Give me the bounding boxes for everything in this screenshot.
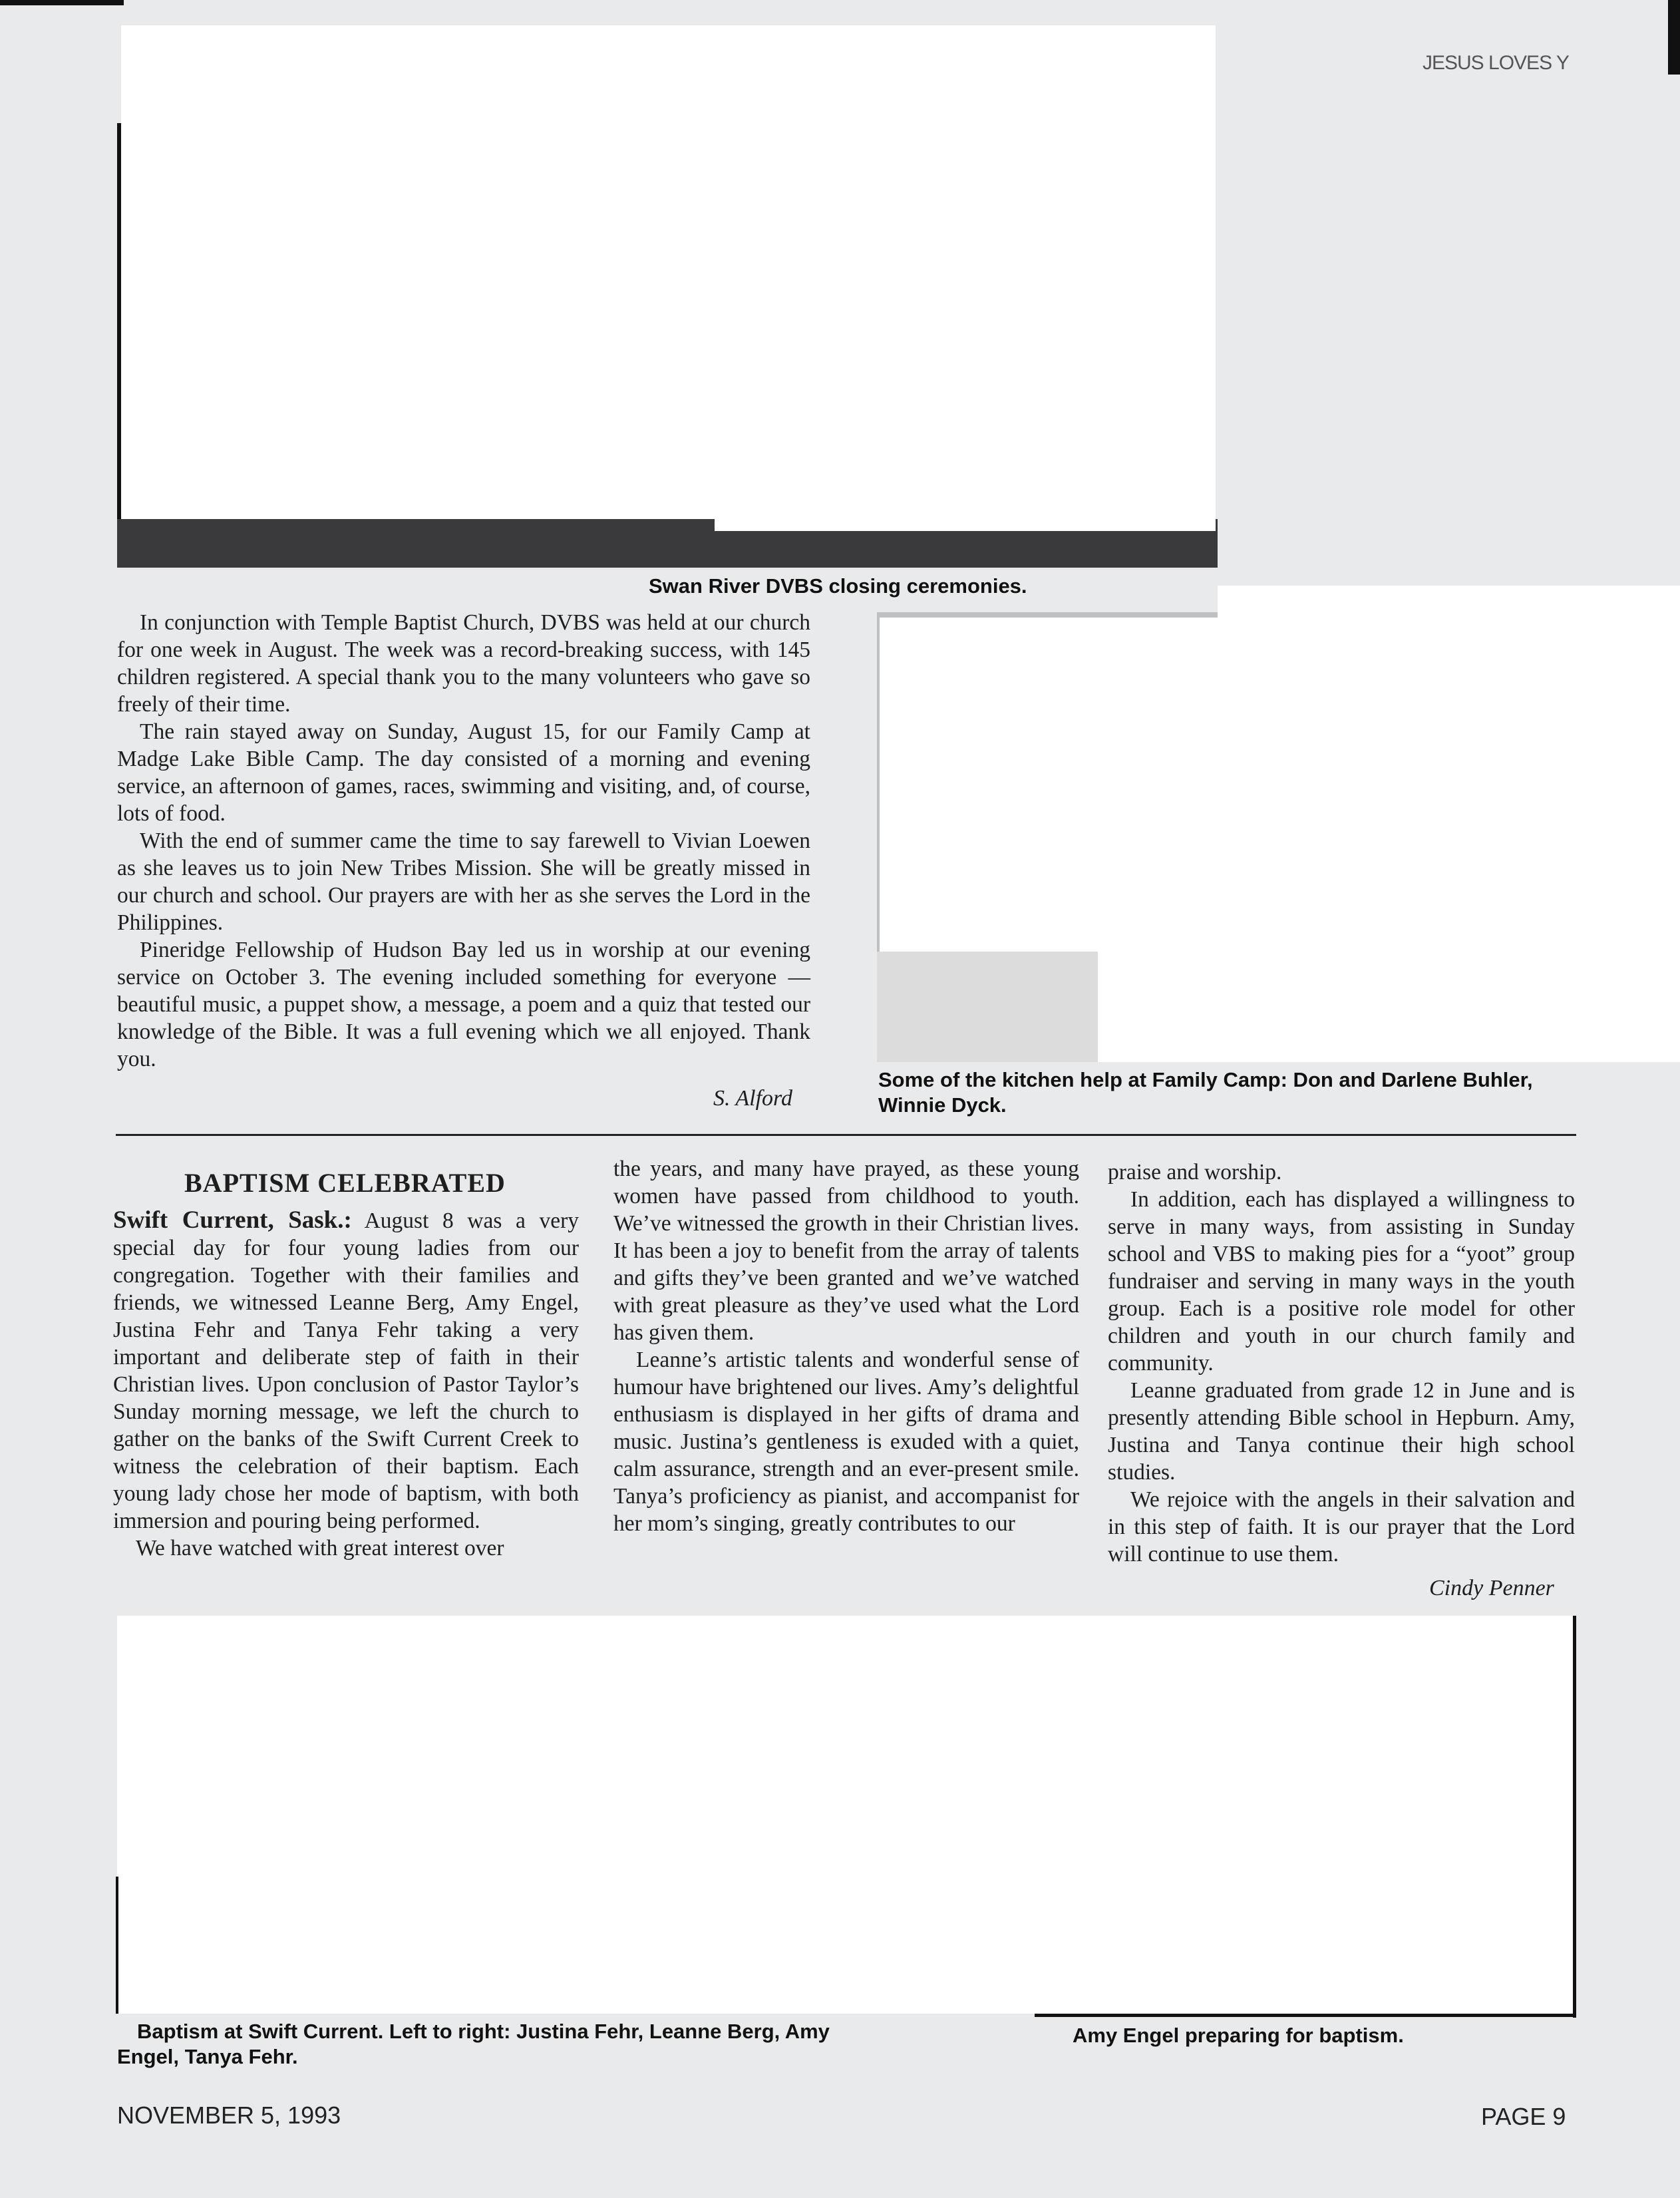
article-paragraph: We have watched with great interest over: [136, 1536, 504, 1560]
article-paragraph: In addition, each has displayed a willingness to serve in many ways, from assisting in Sunday school and VBS to making pies for a “yoot” group fundraiser and serving in many ways in the youth group. Each is a positive role model for other children and youth in our church family and community.: [1108, 1187, 1575, 1375]
baptism-photo-caption-left: Baptism at Swift Current. Left to right: Justina Fehr, Leanne Berg, Amy Engel, Tanya Fehr.: [117, 2020, 830, 2068]
swan-river-photo-caption: Swan River DVBS closing ceremonies.: [649, 574, 1027, 598]
article-column-1: [113, 1206, 579, 1562]
top-left-edge-bar: [0, 0, 124, 5]
page-number: PAGE 9: [1481, 2103, 1566, 2130]
baptism-photo-left-border: [116, 1877, 118, 2014]
article-paragraph: Leanne graduated from grade 12 in June and is presently attending Bible school in Hepburn. Amy, Justina and Tanya continue their high school studies.: [1108, 1378, 1575, 1485]
swan-river-photo-notch: [715, 519, 1216, 531]
issue-date: NOVEMBER 5, 1993: [117, 2102, 341, 2129]
swan-river-photo: [121, 25, 1216, 519]
top-story-text: [117, 609, 810, 1073]
running-title: JESUS LOVES Y: [1423, 52, 1569, 74]
top-story-signature: S. Alford: [713, 1086, 793, 1111]
baptism-photos: [117, 1616, 1574, 2014]
article-paragraph: We rejoice with the angels in their salvation and in this step of faith. It is our prayer that the Lord will continue to use them.: [1108, 1487, 1575, 1566]
baptism-photo-bottom-border: [1035, 2014, 1575, 2017]
article-column-2: [613, 1155, 1079, 1537]
top-story-paragraph: In conjunction with Temple Baptist Church, DVBS was held at our church for one week in August. The week was a record-breaking success, with 145 children registered. A special thank you to the many volunteers who gave so freely of their time.: [117, 610, 810, 717]
top-story-paragraph: The rain stayed away on Sunday, August 15, for our Family Camp at Madge Lake Bible Camp. The day consisted of a morning and evening service, an afternoon of games, races, swimming and visiting, and, of course, lots of food.: [117, 719, 810, 826]
article-headline: BAPTISM CELEBRATED: [184, 1168, 506, 1198]
kitchen-photo-lower: [877, 952, 1098, 1062]
right-edge-bar: [1668, 0, 1680, 75]
top-story-paragraph: With the end of summer came the time to say farewell to Vivian Loewen as she leaves us to join New Tribes Mission. She will be greatly missed in our church and school. Our prayers are with her as she serves the Lord in the Philippines.: [117, 828, 810, 935]
baptism-photo-caption-right: Amy Engel preparing for baptism.: [1073, 2024, 1404, 2047]
article-lead-paragraph: [113, 1206, 579, 1535]
baptism-photo-right-border: [1573, 1616, 1576, 2018]
article-lead-text: August 8 was a very special day for four young ladies from our congregation. Together with their families and friends, we witnessed Leanne Berg, Amy Engel, Justina Fehr and Tanya Fehr taking a very important and deliberate step of faith in their Christian lives. Upon conclusion of Pastor Taylor’s Sunday morning message, we left the church to gather on the banks of the Swift Current Creek to witness the celebration of their baptism. Each young lady chose her mode of baptism, with both immersion and pouring being performed.: [113, 1208, 579, 1533]
photo-left-border: [117, 123, 121, 519]
top-story-paragraph: Pineridge Fellowship of Hudson Bay led us in worship at our evening service on October 3. The evening included something for everyone — beautiful music, a puppet show, a message, a poem and a quiz that tested our knowledge of the Bible. It was a full evening which we all enjoyed. Thank you.: [117, 938, 810, 1071]
kitchen-photo-caption: Some of the kitchen help at Family Camp: Don and Darlene Buhler, Winnie Dyck.: [878, 1068, 1533, 1117]
article-paragraph: praise and worship.: [1108, 1160, 1282, 1185]
article-paragraph: Leanne’s artistic talents and wonderful sense of humour have brightened our lives. Amy’s delightful enthusiasm is displayed in her gifts of drama and music. Justina’s gentleness is exuded with a quiet, calm assurance, strength and an ever-present smile. Tanya’s proficiency as pianist, and accompanist for her mom’s singing, greatly contributes to our: [613, 1348, 1079, 1536]
article-dateline: Swift Current, Sask.:: [113, 1206, 352, 1234]
article-column-3: [1108, 1159, 1575, 1568]
article-signature: Cindy Penner: [1429, 1576, 1554, 1600]
section-divider: [116, 1134, 1576, 1136]
kitchen-photo-right-block: [1218, 586, 1680, 1062]
article-paragraph: the years, and many have prayed, as these young women have passed from childhood to youth. We’ve witnessed the growth in their Christian lives. It has been a joy to benefit from the array of talents and gifts they’ve been granted and we’ve watched with great pleasure as they’ve used what the Lord has given them.: [613, 1157, 1079, 1345]
